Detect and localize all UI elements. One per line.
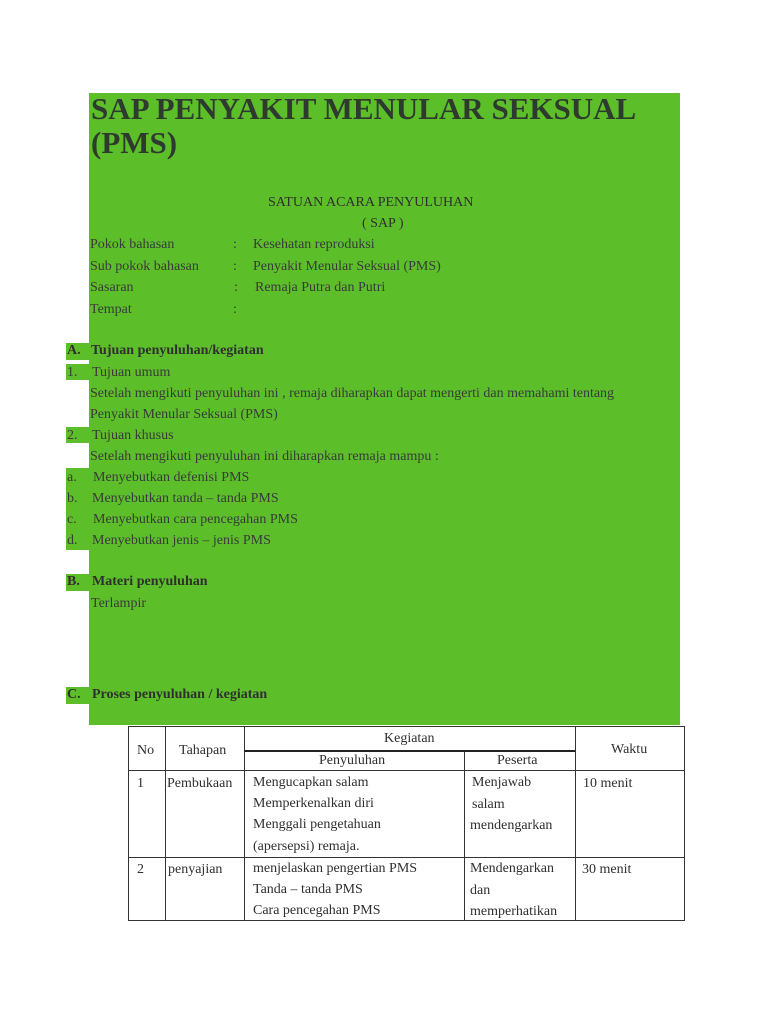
general-goal-text-line2: Penyakit Menular Seksual (PMS) <box>90 407 278 422</box>
cell-peserta-line: Menjawab <box>472 775 532 790</box>
list-item: Menyebutkan tanda – tanda PMS <box>92 491 279 506</box>
info-separator: : <box>233 302 237 317</box>
cell-peserta-line: dan <box>470 883 491 898</box>
table-divider <box>165 727 166 920</box>
section-c-title: Proses penyuluhan / kegiatan <box>92 687 268 702</box>
list-item-marker: d. <box>67 533 78 548</box>
section-b-text: Terlampir <box>91 596 146 611</box>
cell-peserta-line: Mendengarkan <box>470 861 554 876</box>
cell-penyuluhan-line: Cara pencegahan PMS <box>253 903 381 918</box>
cell-penyuluhan-line: menjelaskan pengertian PMS <box>253 861 418 876</box>
list-item-marker: a. <box>67 470 77 485</box>
document-title: SAP PENYAKIT MENULAR SEKSUAL (PMS) <box>91 91 635 160</box>
specific-goal-marker: 2. <box>67 428 78 443</box>
section-b-title: Materi penyuluhan <box>92 574 208 589</box>
info-label-sub-pokok-bahasan: Sub pokok bahasan <box>90 259 199 274</box>
table-divider <box>464 751 465 920</box>
specific-goal-title: Tujuan khusus <box>92 428 174 443</box>
sap-heading: SATUAN ACARA PENYULUHAN <box>268 195 474 210</box>
info-separator: : <box>234 280 238 295</box>
info-value-sub-pokok-bahasan: Penyakit Menular Seksual (PMS) <box>253 259 441 274</box>
specific-goal-text: Setelah mengikuti penyuluhan ini diharapkan remaja mampu : <box>90 449 439 464</box>
cell-waktu: 10 menit <box>583 776 633 791</box>
cell-tahapan: penyajian <box>168 862 223 877</box>
info-label-tempat: Tempat <box>90 302 132 317</box>
cell-penyuluhan-line: Memperkenalkan diri <box>253 796 374 811</box>
cell-penyuluhan-line: (apersepsi) remaja. <box>253 839 360 854</box>
process-table <box>128 726 685 921</box>
list-item: Menyebutkan jenis – jenis PMS <box>92 533 271 548</box>
cell-no: 2 <box>137 862 144 877</box>
cell-tahapan: Pembukaan <box>167 776 233 791</box>
list-item-marker: b. <box>67 491 78 506</box>
list-item: Menyebutkan cara pencegahan PMS <box>93 512 298 527</box>
info-value-sasaran: Remaja Putra dan Putri <box>255 280 386 295</box>
cell-no: 1 <box>137 776 144 791</box>
general-goal-title: Tujuan umum <box>92 365 171 380</box>
table-divider <box>129 770 684 771</box>
info-separator: : <box>233 259 237 274</box>
info-label-pokok-bahasan: Pokok bahasan <box>90 237 175 252</box>
cell-peserta-line: mendengarkan <box>470 818 553 833</box>
cell-waktu: 30 menit <box>582 862 632 877</box>
cell-penyuluhan-line: Tanda – tanda PMS <box>253 882 363 897</box>
list-item-marker: c. <box>67 512 77 527</box>
general-goal-text-line1: Setelah mengikuti penyuluhan ini , remaja diharapkan dapat mengerti dan memahami tentang <box>90 386 615 401</box>
section-c-marker: C. <box>67 687 81 702</box>
section-b-marker: B. <box>67 574 80 589</box>
header-no: No <box>137 743 155 758</box>
sap-subheading: ( SAP ) <box>362 216 404 231</box>
header-peserta: Peserta <box>497 753 538 768</box>
header-waktu: Waktu <box>611 742 648 757</box>
info-value-pokok-bahasan: Kesehatan reproduksi <box>253 237 375 252</box>
info-label-sasaran: Sasaran <box>90 280 134 295</box>
cell-peserta-line: salam <box>472 797 505 812</box>
section-a-marker: A. <box>67 343 81 358</box>
list-item: Menyebutkan defenisi PMS <box>93 470 250 485</box>
info-separator: : <box>233 237 237 252</box>
table-divider <box>575 727 576 920</box>
section-a-title: Tujuan penyuluhan/kegiatan <box>91 343 264 358</box>
header-penyuluhan: Penyuluhan <box>319 753 386 768</box>
header-tahapan: Tahapan <box>179 743 227 758</box>
cell-penyuluhan-line: Mengucapkan salam <box>253 775 369 790</box>
cell-peserta-line: memperhatikan <box>470 904 558 919</box>
general-goal-marker: 1. <box>67 365 78 380</box>
table-divider <box>244 727 245 920</box>
header-kegiatan: Kegiatan <box>384 731 435 746</box>
cell-penyuluhan-line: Menggali pengetahuan <box>253 817 381 832</box>
